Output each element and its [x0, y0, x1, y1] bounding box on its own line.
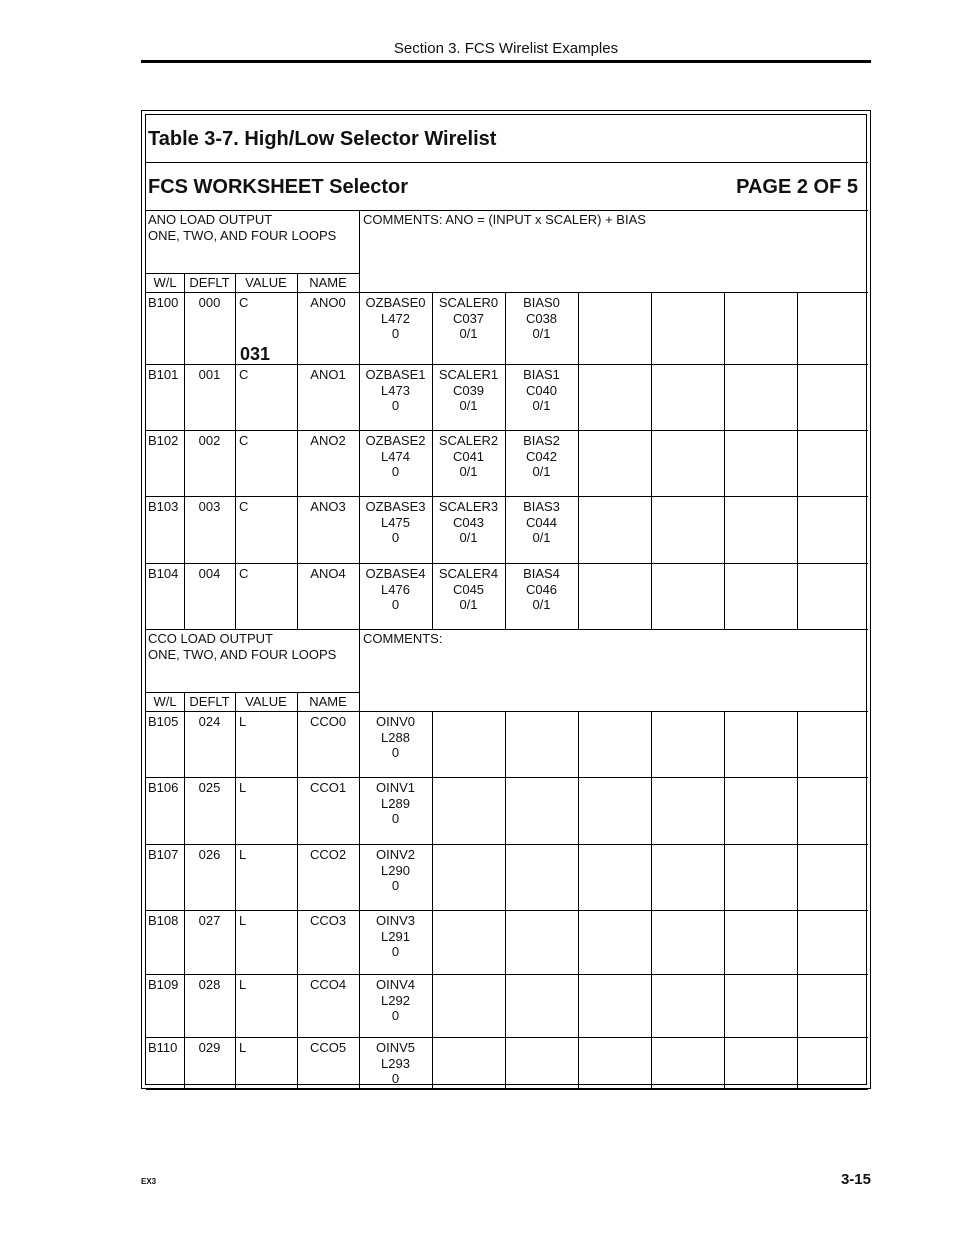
cco-row-vline: [651, 910, 652, 974]
ano-heading-line2: ONE, TWO, AND FOUR LOOPS: [148, 227, 337, 243]
cco-param-block: [359, 780, 432, 827]
cco-row-vline: [797, 777, 798, 844]
ano-colhead-top: [146, 273, 359, 274]
param-line: C037: [452, 310, 485, 326]
param-line: L473: [381, 382, 410, 398]
param-line: SCALER2: [438, 433, 499, 448]
cco-row-vline: [505, 974, 506, 1037]
wirelist-table: [141, 110, 871, 1089]
handwritten-note: 031: [240, 344, 271, 364]
cco-row-vline: [578, 844, 579, 910]
cco-param-block: [359, 1040, 432, 1087]
param-line: OZBASE1: [365, 367, 426, 382]
ano-comments: COMMENTS: ANO = (INPUT x SCALER) + BIAS: [363, 212, 646, 227]
ano-param-block: [432, 433, 505, 480]
ano-col-header-name: NAME: [309, 275, 347, 290]
cco-comments: COMMENTS:: [363, 631, 443, 646]
param-line: 0/1: [459, 464, 478, 479]
ano-row-vline: [724, 496, 725, 563]
ano-cell-name: ANO2: [310, 433, 346, 448]
param-line: 0: [391, 1071, 400, 1086]
cco-row-vline: [797, 844, 798, 910]
param-line: 0: [391, 597, 400, 612]
cco-col-header-name: NAME: [309, 694, 347, 709]
ano-colhead-vline: [235, 273, 236, 292]
ano-row-vline: [578, 430, 579, 496]
cco-row-vline: [797, 974, 798, 1037]
cco-row-line: [146, 910, 868, 911]
ano-row-vline: [651, 364, 652, 430]
param-line: 0: [391, 398, 400, 413]
ano-cell-wl: B104: [148, 566, 179, 581]
cco-row-vline: [432, 844, 433, 910]
cco-row-line: [146, 974, 868, 975]
ano-cell-name: ANO1: [310, 367, 346, 382]
cco-row-vline: [578, 777, 579, 844]
worksheet-divider: [146, 210, 868, 211]
footer-code: EX3: [141, 1177, 157, 1186]
cco-row-vline: [505, 1037, 506, 1089]
cco-cell-name: CCO3: [309, 913, 347, 928]
cco-col-header-deflt: DEFLT: [189, 694, 230, 709]
cco-cell-value: L: [239, 780, 247, 795]
ano-row-vline: [797, 364, 798, 430]
cco-row-vline: [505, 777, 506, 844]
ano-row-vline: [235, 563, 236, 629]
ano-cell-deflt: 004: [198, 566, 221, 581]
ano-cell-wl: B100: [148, 295, 179, 310]
cco-row-vline: [651, 711, 652, 777]
cco-heading-line1: CCO LOAD OUTPUT: [148, 631, 273, 646]
ano-row-vline: [651, 430, 652, 496]
cco-cell-deflt: 024: [198, 714, 221, 729]
header-rule: [141, 60, 871, 63]
ano-row-vline: [797, 430, 798, 496]
param-line: 0/1: [532, 530, 551, 545]
cco-cell-wl: B107: [148, 847, 179, 862]
param-line: 0/1: [532, 464, 551, 479]
cco-row-vline: [651, 1037, 652, 1089]
cco-row-vline: [797, 1037, 798, 1089]
param-line: L289: [381, 795, 410, 811]
ano-row-vline: [724, 292, 725, 364]
ano-param-block: [505, 433, 578, 480]
cco-cell-value: L: [239, 1040, 247, 1055]
ano-col-header-value: VALUE: [245, 275, 287, 290]
param-line: OINV4: [375, 977, 415, 992]
ano-param-block: [359, 499, 432, 546]
cco-row-vline: [235, 910, 236, 974]
cco-row-vline: [578, 711, 579, 777]
cco-row-vline: [724, 777, 725, 844]
cco-cell-wl: B110: [148, 1040, 178, 1055]
cco-row-vline: [432, 910, 433, 974]
ano-row-vline: [797, 496, 798, 563]
param-line: 0/1: [532, 326, 551, 341]
ano-param-block: [359, 295, 432, 342]
cco-row-vline: [797, 711, 798, 777]
cco-cell-name: CCO2: [309, 847, 347, 862]
param-line: 0: [391, 745, 400, 760]
param-line: C046: [525, 581, 558, 597]
param-line: C042: [525, 448, 558, 464]
cco-cell-deflt: 025: [198, 780, 221, 795]
param-line: 0/1: [459, 597, 478, 612]
cco-col-header-wl: W/L: [153, 694, 177, 709]
param-line: C040: [525, 382, 558, 398]
worksheet-title: FCS WORKSHEET Selector: [148, 176, 409, 198]
cco-row-vline: [235, 1037, 236, 1089]
cco-cell-wl: B105: [148, 714, 179, 729]
param-line: L288: [381, 729, 410, 745]
param-line: L290: [381, 862, 410, 878]
ano-row-line: [146, 430, 868, 431]
param-line: 0/1: [459, 398, 478, 413]
ano-row-vline: [797, 292, 798, 364]
param-line: L291: [381, 928, 410, 944]
param-line: OINV0: [375, 714, 415, 729]
ano-heading-line1: ANO LOAD OUTPUT: [148, 212, 273, 227]
page-header: Section 3. FCS Wirelist Examples: [393, 40, 619, 57]
cco-comments-divider: [359, 629, 360, 714]
wirelist-grid: [145, 114, 867, 1085]
param-line: 0/1: [532, 597, 551, 612]
param-line: 0: [391, 811, 400, 826]
cco-row-vline: [432, 974, 433, 1037]
param-line: OZBASE0: [365, 295, 426, 310]
param-line: C044: [525, 514, 558, 530]
ano-cell-value: C: [239, 295, 249, 310]
param-line: L293: [381, 1055, 410, 1071]
cco-colhead-vline: [235, 692, 236, 711]
title-divider: [146, 162, 868, 163]
ano-param-block: [505, 566, 578, 613]
cco-param-block: [359, 913, 432, 960]
ano-row-line: [146, 364, 868, 365]
param-line: L472: [381, 310, 410, 326]
cco-colhead-bottom: [146, 711, 868, 712]
param-line: 0/1: [459, 326, 478, 341]
param-line: BIAS2: [523, 433, 560, 448]
ano-param-block: [505, 499, 578, 546]
ano-colhead-bottom: [146, 292, 868, 293]
ano-col-header-wl: W/L: [153, 275, 177, 290]
cco-param-block: [359, 847, 432, 894]
ano-colhead-vline: [184, 273, 185, 292]
ano-row-vline: [578, 292, 579, 364]
cco-heading-line2: ONE, TWO, AND FOUR LOOPS: [148, 646, 337, 662]
param-line: 0: [391, 326, 400, 341]
param-line: C043: [452, 514, 485, 530]
cco-cell-value: L: [239, 714, 247, 729]
ano-row-vline: [724, 364, 725, 430]
cco-cell-name: CCO0: [309, 714, 347, 729]
ano-param-block: [432, 566, 505, 613]
param-line: BIAS0: [523, 295, 560, 310]
ano-row-vline: [724, 430, 725, 496]
cco-row-vline: [432, 711, 433, 777]
cco-cell-deflt: 027: [198, 913, 221, 928]
table-title: Table 3-7. High/Low Selector Wirelist: [148, 128, 497, 150]
ano-cell-name: ANO4: [310, 566, 346, 581]
cco-cell-value: L: [239, 913, 247, 928]
cco-cell-name: CCO5: [309, 1040, 347, 1055]
ano-row-vline: [724, 563, 725, 629]
ano-cell-wl: B101: [148, 367, 179, 382]
ano-param-block: [359, 566, 432, 613]
cco-row-line: [146, 1037, 868, 1038]
cco-row-vline: [578, 974, 579, 1037]
param-line: C039: [452, 382, 485, 398]
ano-row-line: [146, 629, 868, 630]
ano-cell-wl: B103: [148, 499, 179, 514]
param-line: L474: [381, 448, 410, 464]
param-line: BIAS4: [523, 566, 560, 581]
ano-param-block: [432, 367, 505, 414]
cco-colhead-vline: [184, 692, 185, 711]
param-line: 0: [391, 1008, 400, 1023]
cco-row-vline: [235, 844, 236, 910]
ano-row-line: [146, 563, 868, 564]
ano-row-vline: [235, 292, 236, 364]
cco-cell-name: CCO1: [309, 780, 347, 795]
param-line: OINV1: [375, 780, 415, 795]
param-line: OINV3: [375, 913, 415, 928]
ano-row-vline: [651, 563, 652, 629]
cco-row-vline: [432, 777, 433, 844]
cco-cell-wl: B109: [148, 977, 179, 992]
ano-col-header-deflt: DEFLT: [189, 275, 230, 290]
ano-cell-deflt: 002: [198, 433, 221, 448]
cco-row-vline: [505, 910, 506, 974]
ano-row-vline: [797, 563, 798, 629]
cco-row-vline: [724, 910, 725, 974]
cco-row-vline: [578, 1037, 579, 1089]
cco-row-vline: [724, 711, 725, 777]
param-line: OZBASE4: [365, 566, 426, 581]
ano-row-vline: [578, 364, 579, 430]
ano-row-vline: [235, 496, 236, 563]
ano-cell-value: C: [239, 367, 249, 382]
cco-cell-deflt: 028: [198, 977, 221, 992]
page-number: 3-15: [840, 1171, 871, 1188]
param-line: 0: [391, 530, 400, 545]
cco-row-vline: [578, 910, 579, 974]
param-line: BIAS1: [523, 367, 560, 382]
page-indicator: PAGE 2 OF 5: [736, 176, 858, 198]
ano-param-block: [505, 295, 578, 342]
ano-cell-name: ANO3: [310, 499, 346, 514]
param-line: SCALER1: [438, 367, 499, 382]
cco-row-vline: [651, 974, 652, 1037]
param-line: OZBASE3: [365, 499, 426, 514]
cco-row-vline: [235, 974, 236, 1037]
cco-cell-value: L: [239, 977, 247, 992]
ano-comments-divider: [359, 210, 360, 295]
param-line: SCALER4: [438, 566, 499, 581]
ano-cell-value: C: [239, 499, 249, 514]
param-line: OINV2: [375, 847, 415, 862]
ano-cell-deflt: 000: [198, 295, 221, 310]
cco-cell-deflt: 029: [198, 1040, 221, 1055]
cco-row-vline: [651, 777, 652, 844]
param-line: 0: [391, 464, 400, 479]
ano-cell-wl: B102: [148, 433, 179, 448]
ano-param-block: [359, 367, 432, 414]
ano-colhead-vline: [297, 273, 298, 292]
cco-row-vline: [432, 1037, 433, 1089]
ano-row-vline: [651, 496, 652, 563]
ano-cell-deflt: 003: [198, 499, 221, 514]
ano-param-block: [432, 295, 505, 342]
ano-row-vline: [578, 496, 579, 563]
param-line: L475: [381, 514, 410, 530]
cco-row-vline: [724, 974, 725, 1037]
cco-row-line: [146, 1089, 868, 1090]
param-line: C045: [452, 581, 485, 597]
ano-param-block: [359, 433, 432, 480]
cco-col-header-value: VALUE: [245, 694, 287, 709]
ano-cell-value: C: [239, 433, 249, 448]
ano-cell-value: C: [239, 566, 249, 581]
cco-cell-wl: B106: [148, 780, 179, 795]
ano-row-vline: [578, 563, 579, 629]
cco-param-block: [359, 977, 432, 1024]
cco-heading: [148, 631, 336, 662]
ano-cell-name: ANO0: [310, 295, 346, 310]
ano-param-block: [432, 499, 505, 546]
ano-row-vline: [235, 430, 236, 496]
cco-cell-wl: B108: [148, 913, 179, 928]
param-line: BIAS3: [523, 499, 560, 514]
cco-colhead-top: [146, 692, 359, 693]
ano-row-vline: [235, 364, 236, 430]
param-line: OINV5: [375, 1040, 415, 1055]
cco-row-vline: [651, 844, 652, 910]
param-line: 0: [391, 944, 400, 959]
cco-row-vline: [505, 711, 506, 777]
param-line: L292: [381, 992, 410, 1008]
param-line: SCALER3: [438, 499, 499, 514]
param-line: C038: [525, 310, 558, 326]
param-line: C041: [452, 448, 485, 464]
param-line: 0/1: [459, 530, 478, 545]
cco-cell-name: CCO4: [309, 977, 347, 992]
cco-colhead-vline: [297, 692, 298, 711]
param-line: SCALER0: [438, 295, 499, 310]
cco-row-vline: [724, 844, 725, 910]
cco-row-line: [146, 777, 868, 778]
param-line: L476: [381, 581, 410, 597]
cco-param-block: [359, 714, 432, 761]
cco-row-vline: [505, 844, 506, 910]
cco-cell-value: L: [239, 847, 247, 862]
cco-row-vline: [724, 1037, 725, 1089]
ano-heading: [148, 212, 336, 243]
cco-cell-deflt: 026: [198, 847, 221, 862]
cco-row-vline: [235, 711, 236, 777]
ano-cell-deflt: 001: [198, 367, 221, 382]
ano-row-line: [146, 496, 868, 497]
cco-row-line: [146, 844, 868, 845]
ano-param-block: [505, 367, 578, 414]
cco-row-vline: [235, 777, 236, 844]
cco-row-vline: [797, 910, 798, 974]
param-line: OZBASE2: [365, 433, 426, 448]
param-line: 0: [391, 878, 400, 893]
param-line: 0/1: [532, 398, 551, 413]
ano-row-vline: [651, 292, 652, 364]
